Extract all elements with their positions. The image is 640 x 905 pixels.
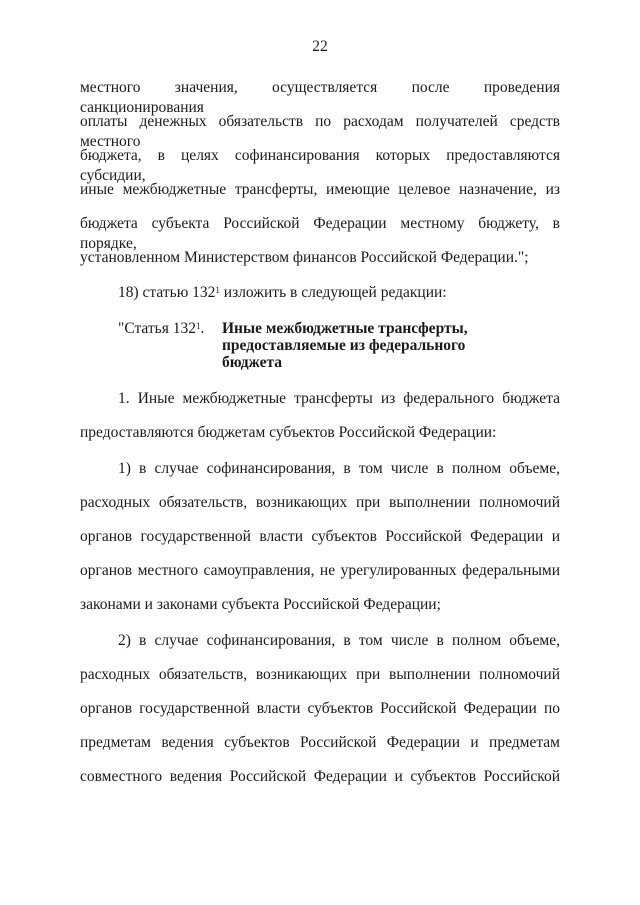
item-18-sup: 1 bbox=[215, 285, 220, 295]
text-line: бюджета субъекта Российской Федерации местному бюджету, в порядке, bbox=[80, 215, 560, 252]
text-line: 1) в случае софинансирования, в том числе в полном объеме, bbox=[118, 460, 560, 477]
article-title-line: Иные межбюджетные трансферты, bbox=[222, 320, 468, 337]
article-title-line: предоставляемые из федерального bbox=[222, 337, 466, 354]
text-line: органов государственной власти субъектов Российской Федерации по bbox=[80, 700, 560, 717]
text-line: оплаты денежных обязательств по расходам получателей средств местного bbox=[80, 113, 560, 150]
text-line: бюджета, в целях софинансирования которых предоставляются субсидии, bbox=[80, 147, 560, 184]
page-number: 22 bbox=[312, 38, 328, 55]
text-line: предоставляются бюджетам субъектов Российской Федерации: bbox=[80, 424, 497, 441]
article-label bbox=[118, 319, 204, 339]
article-label-prefix: "Статья 132 bbox=[118, 320, 196, 337]
item-18-suffix: изложить в следующей редакции: bbox=[219, 284, 447, 301]
text-line: расходных обязательств, возникающих при выполнении полномочий bbox=[80, 494, 560, 511]
text-line: иные межбюджетные трансферты, имеющие целевое назначение, из bbox=[80, 181, 560, 198]
text-line: расходных обязательств, возникающих при выполнении полномочий bbox=[80, 666, 560, 683]
article-label-sup: 1 bbox=[196, 321, 201, 331]
text-line: установленном Министерством финансов Российской Федерации."; bbox=[80, 249, 529, 266]
text-line: 2) в случае софинансирования, в том числе в полном объеме, bbox=[118, 632, 560, 649]
text-line: совместного ведения Российской Федерации и субъектов Российской bbox=[80, 768, 560, 785]
article-title-line: бюджета bbox=[222, 354, 283, 371]
text-line: законами и законами субъекта Российской Федерации; bbox=[80, 596, 441, 613]
text-line: предметам ведения субъектов Российской Федерации и предметам bbox=[80, 734, 560, 751]
text-line: органов местного самоуправления, не урегулированных федеральными bbox=[80, 562, 560, 579]
item-18-prefix: 18) статью 132 bbox=[118, 284, 216, 301]
article-label-suffix: . bbox=[200, 320, 205, 337]
text-line: органов государственной власти субъектов Российской Федерации и bbox=[80, 528, 560, 545]
text-line: 1. Иные межбюджетные трансферты из федерального бюджета bbox=[118, 390, 560, 407]
text-line: местного значения, осуществляется после проведения санкционирования bbox=[80, 79, 560, 116]
item-18-line bbox=[118, 283, 560, 303]
